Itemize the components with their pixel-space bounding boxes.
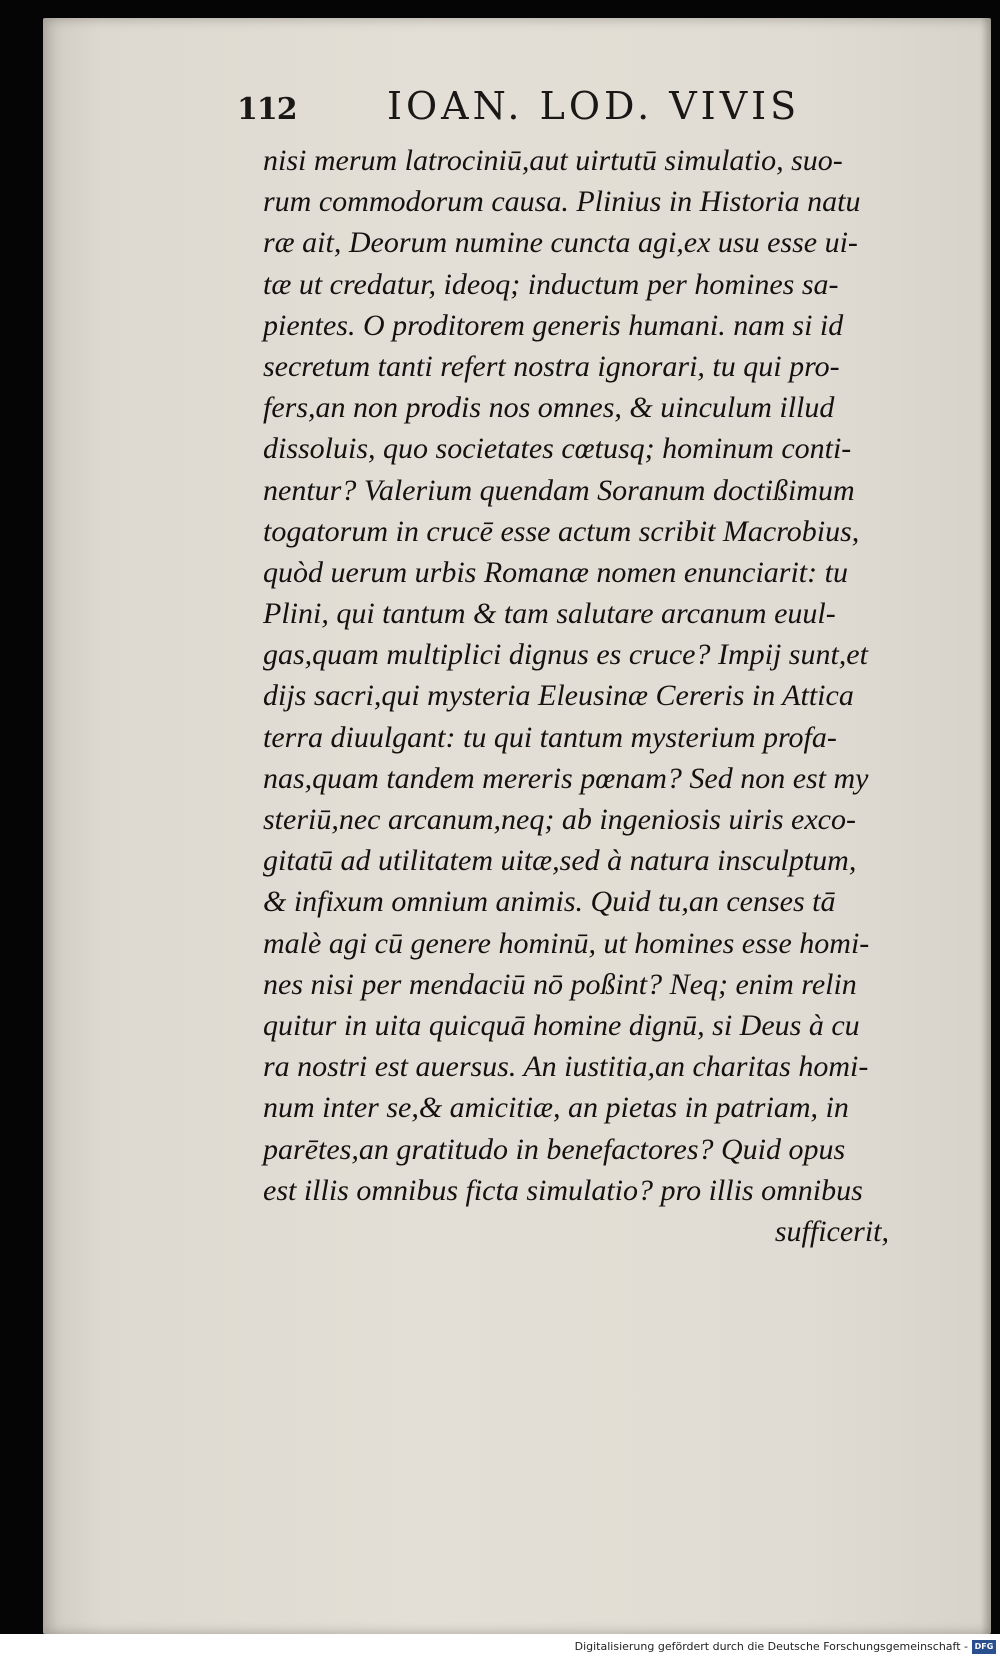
catchword: sufficerit, xyxy=(774,1214,889,1248)
text-line: nas,quam tandem mereris pœnam? Sed non est my xyxy=(263,761,869,795)
text-line: quitur in uita quicquā homine dignū, si Deus à cu xyxy=(263,1008,860,1042)
page-header xyxy=(237,84,849,144)
text-line: dijs sacri,qui mysteria Eleusinæ Cereris in Attica xyxy=(263,679,854,713)
text-line: & infixum omnium animis. Quid tu,an censes tā xyxy=(263,885,836,919)
text-line: gitatū ad utilitatem uitæ,sed à natura insculptum, xyxy=(263,844,857,878)
dfg-logo-icon: DFG xyxy=(972,1640,996,1654)
text-line: ræ ait, Deorum numine cuncta agi,ex usu esse ui- xyxy=(263,226,858,260)
page-number: 112 xyxy=(237,92,297,127)
page-edge-shadow xyxy=(981,18,991,1634)
text-line: tæ ut credatur, ideoq; inductum per homines sa- xyxy=(263,267,839,301)
text-line: nentur? Valerium quendam Soranum doctißimum xyxy=(263,473,855,507)
text-line: secretum tanti refert nostra ignorari, tu qui pro- xyxy=(263,349,840,383)
running-title: IOAN. LOD. VIVIS xyxy=(387,84,801,128)
text-line: terra diuulgant: tu qui tantum mysterium profa- xyxy=(263,720,837,754)
body-text xyxy=(263,140,923,1252)
text-line: nisi merum latrociniū,aut uirtutū simulatio, suo- xyxy=(263,144,843,177)
text-line: fers,an non prodis nos omnes, & uinculum illud xyxy=(263,391,835,425)
text-line: Plini, qui tantum & tam salutare arcanum euul- xyxy=(263,597,836,631)
funding-credit: Digitalisierung gefördert durch die Deutsche Forschungsgemeinschaft - xyxy=(574,1640,968,1653)
text-line: dissoluis, quo societates cœtusq; hominum conti- xyxy=(263,432,852,466)
text-line: togatorum in crucē esse actum scribit Macrobius, xyxy=(263,514,860,548)
text-line: pientes. O proditorem generis humani. nam si id xyxy=(263,308,844,342)
text-line: parētes,an gratitudo in benefactores? Quid opus xyxy=(263,1132,846,1166)
text-line: steriū,nec arcanum,neq; ab ingeniosis uiris exco- xyxy=(263,803,856,836)
text-line: est illis omnibus ficta simulatio? pro illis omnibus xyxy=(263,1173,863,1207)
text-line: nes nisi per mendaciū nō poßint? Neq; enim relin xyxy=(263,967,857,1001)
digitization-footer xyxy=(0,1634,1000,1661)
text-line: ra nostri est auersus. An iustitia,an charitas homi- xyxy=(263,1050,869,1084)
text-line: gas,quam multiplici dignus es cruce? Impij sunt,et xyxy=(263,638,868,672)
text-line: malè agi cū genere hominū, ut homines esse homi- xyxy=(263,926,870,960)
text-line: rum commodorum causa. Plinius in Historia natu xyxy=(263,185,861,219)
text-line: num inter se,& amicitiæ, an pietas in patriam, in xyxy=(263,1091,849,1125)
text-line: quòd uerum urbis Romanæ nomen enunciarit: tu xyxy=(263,555,848,589)
